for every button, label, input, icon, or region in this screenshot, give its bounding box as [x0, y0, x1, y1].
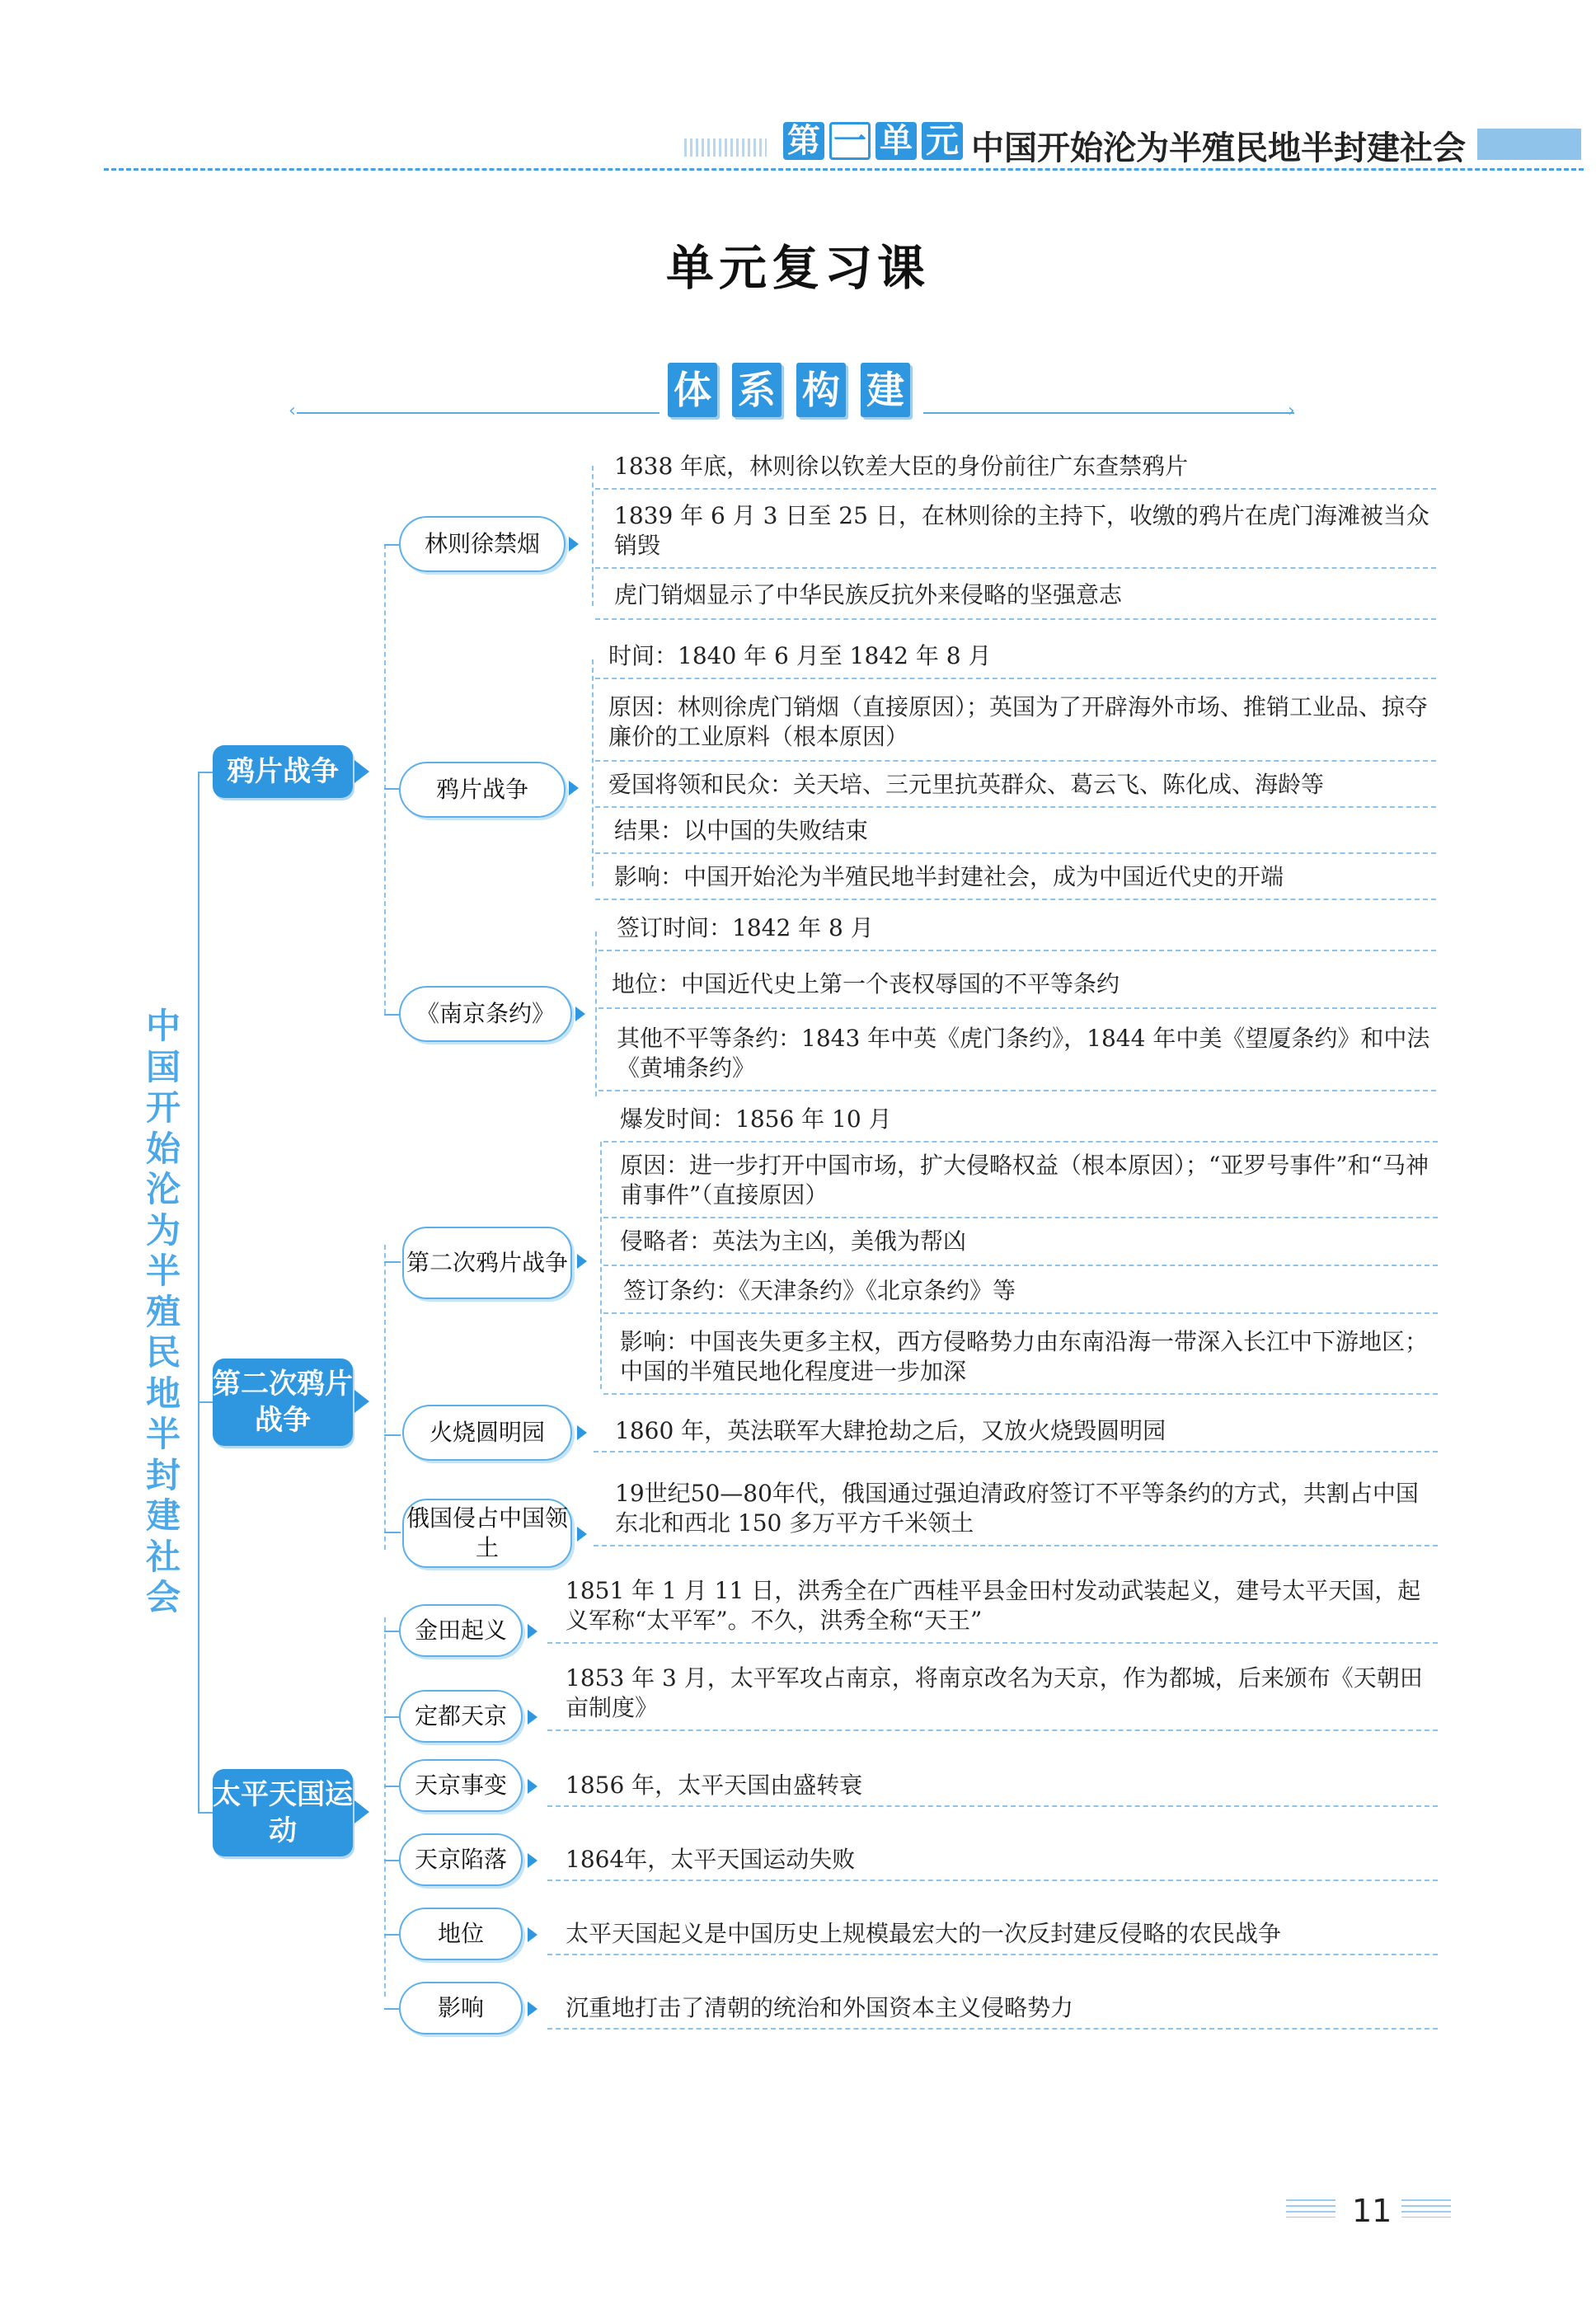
leaf-underline	[603, 1217, 1438, 1218]
topic-connector	[384, 1014, 401, 1016]
leaf-underline	[547, 1642, 1438, 1644]
leaf-underline	[595, 678, 1436, 679]
leaf-text: 原因：进一步打开中国市场，扩大侵略权益（根本原因）；“亚罗号事件”和“马神甫事件”（直接原因）	[620, 1152, 1429, 1208]
leaf-text: 时间：1840 年 6 月至 1842 年 8 月	[608, 642, 992, 669]
leaf-connector	[595, 932, 597, 1096]
root-connector	[198, 772, 200, 1812]
topic-tianjing-fall: 天京陷落	[399, 1833, 523, 1886]
arrow-icon	[354, 760, 369, 783]
leaf-underline	[547, 1880, 1438, 1881]
leaf-underline	[603, 1141, 1438, 1143]
page-number-decoration	[1286, 2199, 1335, 2217]
topic-second-opium-war: 第二次鸦片战争	[402, 1227, 572, 1299]
topic-connector	[384, 1716, 401, 1718]
topic-connector	[384, 1860, 401, 1861]
leaf-underline	[547, 2028, 1438, 2030]
section-title-char: 构	[796, 363, 846, 417]
arrow-icon	[528, 1853, 537, 1868]
arrow-icon	[528, 1710, 537, 1725]
section-title-char: 系	[732, 363, 782, 417]
unit-char: 单	[875, 122, 917, 160]
leaf-underline	[595, 618, 1436, 620]
root-title: 中 国 开 始 沦 为 半 殖 民 地 半 封 建 社 会	[145, 1006, 181, 1617]
leaf-underline	[595, 760, 1436, 762]
topic-tianjing-incident: 天京事变	[399, 1759, 523, 1812]
unit-char: 一	[829, 122, 871, 160]
topic-status: 地位	[399, 1908, 523, 1960]
page-number: 11	[1352, 2193, 1392, 2229]
leaf-text: 1851 年 1 月 11 日，洪秀全在广西桂平县金田村发动武装起义，建号太平天国，起义军称“太平军”。不久，洪秀全称“天王”	[566, 1577, 1421, 1634]
root-connector	[198, 772, 214, 773]
unit-title: 中国开始沦为半殖民地半封建社会	[971, 129, 1466, 167]
section-rule-left	[297, 412, 660, 414]
arrow-icon	[577, 1254, 587, 1269]
leaf-text: 原因：林则徐虎门销烟（直接原因）；英国为了开辟海外市场、推销工业品、掠夺廉价的工业原料（根本原因）	[608, 693, 1429, 750]
leaf-underline	[598, 950, 1436, 951]
topic-connector	[384, 1786, 401, 1787]
leaf-connector	[600, 1142, 602, 1389]
leaf-underline	[594, 1451, 1438, 1453]
leaf-underline	[595, 806, 1436, 808]
topic-connector	[384, 1631, 401, 1632]
topic-connector	[384, 1532, 401, 1533]
leaf-underline	[595, 567, 1436, 569]
topic-connector	[384, 1261, 401, 1263]
leaf-text: 1864年，太平天国运动失败	[566, 1846, 856, 1873]
topic-connector	[384, 1434, 401, 1436]
arrow-icon	[354, 1800, 369, 1823]
topic-connector	[384, 788, 401, 790]
leaf-text: 地位：中国近代史上第一个丧权辱国的不平等条约	[612, 970, 1120, 997]
branch-connector	[384, 544, 386, 1014]
header-bar	[1477, 129, 1581, 160]
leaf-underline	[594, 1545, 1438, 1546]
leaf-underline	[595, 899, 1436, 900]
leaf-text: 沉重地打击了清朝的统治和外国资本主义侵略势力	[566, 1994, 1074, 2021]
leaf-connector	[592, 659, 594, 886]
leaf-text: 爆发时间：1856 年 10 月	[620, 1105, 892, 1133]
topic-connector	[384, 1934, 401, 1936]
leaf-underline	[595, 852, 1436, 854]
topic-capital-tianjing: 定都天京	[399, 1690, 523, 1743]
leaf-underline	[547, 1729, 1438, 1731]
arrow-icon	[577, 1527, 587, 1542]
root-connector	[198, 1812, 214, 1814]
unit-char: 元	[922, 122, 963, 160]
leaf-underline	[598, 1090, 1436, 1091]
leaf-text: 1860 年，英法联军大肆抢劫之后，又放火烧毁圆明园	[615, 1417, 1166, 1444]
section-rule-right	[923, 412, 1294, 414]
branch-taiping: 太平天国运动	[213, 1769, 353, 1856]
branch-second-opium-war: 第二次鸦片战争	[213, 1359, 353, 1446]
leaf-text: 1853 年 3 月，太平军攻占南京，将南京改名为天京，作为都城，后来颁布《天朝田亩制度》	[566, 1664, 1423, 1721]
leaf-text: 影响：中国开始沦为半殖民地半封建社会，成为中国近代史的开端	[614, 863, 1284, 890]
topic-russia-territory: 俄国侵占中国领土	[402, 1499, 572, 1568]
leaf-underline	[603, 1265, 1438, 1266]
header-divider	[104, 168, 1584, 171]
arrow-icon	[354, 1390, 369, 1413]
root-connector	[198, 1401, 214, 1403]
page-title: 单元复习课	[665, 240, 930, 296]
leaf-underline	[598, 1007, 1436, 1009]
section-title-char: 建	[861, 363, 910, 417]
leaf-text: 1838 年底，林则徐以钦差大臣的身份前往广东查禁鸦片	[614, 453, 1189, 480]
leaf-underline	[547, 1954, 1438, 1955]
topic-connector	[384, 544, 401, 546]
leaf-underline	[595, 488, 1436, 490]
branch-opium-war: 鸦片战争	[213, 745, 353, 798]
leaf-underline	[603, 1393, 1438, 1395]
leaf-text: 侵略者：英法为主凶，美俄为帮凶	[620, 1227, 967, 1255]
arrow-icon	[528, 1927, 537, 1942]
topic-yuanmingyuan: 火烧圆明园	[402, 1405, 572, 1461]
page-number-decoration	[1401, 2199, 1451, 2217]
branch-connector	[384, 1617, 386, 1997]
branch-connector	[384, 1245, 386, 1550]
header-decoration	[684, 138, 767, 157]
section-title-char: 体	[668, 363, 717, 417]
leaf-underline	[547, 1805, 1438, 1807]
leaf-text: 太平天国起义是中国历史上规模最宏大的一次反封建反侵略的农民战争	[566, 1920, 1282, 1947]
topic-lin-zexu: 林则徐禁烟	[399, 516, 566, 572]
leaf-connector	[592, 466, 594, 606]
leaf-text: 其他不平等条约：1843 年中英《虎门条约》，1844 年中美《望厦条约》和中法《黄埔条约》	[617, 1025, 1430, 1082]
arrow-left-icon: ‹	[289, 401, 296, 421]
unit-char: 第	[783, 122, 824, 160]
leaf-underline	[603, 1312, 1438, 1314]
arrow-right-icon: ›	[1288, 401, 1295, 421]
topic-jintian: 金田起义	[399, 1604, 523, 1657]
arrow-icon	[569, 781, 579, 795]
arrow-icon	[575, 1007, 585, 1021]
topic-impact: 影响	[399, 1982, 523, 2034]
leaf-text: 19世纪50—80年代，俄国通过强迫清政府签订不平等条约的方式，共割占中国东北和西北 150 多万平方千米领土	[615, 1480, 1419, 1537]
arrow-icon	[528, 2002, 537, 2016]
arrow-icon	[528, 1624, 537, 1639]
leaf-text: 1856 年，太平天国由盛转衰	[566, 1772, 863, 1799]
leaf-text: 签订时间：1842 年 8 月	[617, 914, 874, 941]
leaf-text: 结果：以中国的失败结束	[614, 817, 869, 844]
arrow-icon	[577, 1425, 587, 1440]
arrow-icon	[569, 537, 579, 551]
leaf-text: 签订条约：《天津条约》《北京条约》等	[623, 1277, 1016, 1304]
topic-opium-war: 鸦片战争	[399, 762, 566, 818]
leaf-text: 1839 年 6 月 3 日至 25 日，在林则徐的主持下，收缴的鸦片在虎门海滩被当众销毁	[614, 502, 1429, 559]
leaf-text: 影响：中国丧失更多主权，西方侵略势力由东南沿海一带深入长江中下游地区；中国的半殖民地化程度进一步加深	[620, 1328, 1429, 1385]
arrow-icon	[528, 1779, 537, 1794]
leaf-text: 虎门销烟显示了中华民族反抗外来侵略的坚强意志	[614, 581, 1123, 608]
topic-connector	[384, 2008, 401, 2010]
topic-nanjing-treaty: 《南京条约》	[399, 986, 572, 1042]
leaf-text: 爱国将领和民众：关天培、三元里抗英群众、葛云飞、陈化成、海龄等	[608, 771, 1325, 798]
